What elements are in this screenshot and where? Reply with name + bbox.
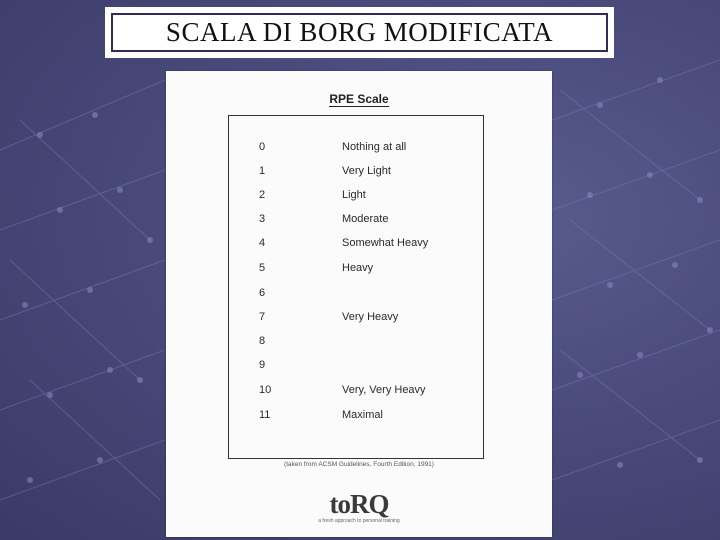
scale-row xyxy=(229,359,485,375)
scale-label: Nothing at all xyxy=(342,141,407,153)
scale-number: 11 xyxy=(259,409,271,421)
scale-row xyxy=(229,165,485,181)
scale-row xyxy=(229,141,485,157)
scale-number: 2 xyxy=(259,189,266,201)
rpe-scale-table xyxy=(228,115,484,459)
scale-row xyxy=(229,262,485,278)
scale-number: 0 xyxy=(259,141,266,153)
scale-row xyxy=(229,335,485,351)
scale-label: Maximal xyxy=(342,409,383,421)
scale-number: 3 xyxy=(259,213,266,225)
scale-number: 1 xyxy=(259,165,266,177)
scale-row xyxy=(229,213,485,229)
slide-title-box xyxy=(105,7,614,58)
source-citation: (taken from ACSM Guidelines, Fourth Edition, 1991) xyxy=(284,461,434,468)
scale-label: Heavy xyxy=(342,262,374,274)
torq-logo xyxy=(166,489,552,520)
scanned-document xyxy=(166,71,552,537)
scale-row xyxy=(229,409,485,425)
scale-number: 10 xyxy=(259,384,272,396)
slide-title-frame xyxy=(111,13,608,52)
scale-number: 4 xyxy=(259,237,266,249)
scale-number: 6 xyxy=(259,287,266,299)
scale-row xyxy=(229,237,485,253)
scale-number: 9 xyxy=(259,359,266,371)
slide-title: SCALA DI BORG MODIFICATA xyxy=(165,17,554,47)
scale-row xyxy=(229,287,485,303)
scale-label: Light xyxy=(342,189,366,201)
document-heading: RPE Scale xyxy=(329,92,389,106)
scale-label: Somewhat Heavy xyxy=(342,237,429,249)
scale-number: 5 xyxy=(259,262,266,274)
scale-label: Moderate xyxy=(342,213,389,225)
scale-label: Very, Very Heavy xyxy=(342,384,426,396)
document-heading-wrap xyxy=(166,92,552,106)
scale-row xyxy=(229,189,485,205)
scale-row xyxy=(229,384,485,400)
scale-number: 8 xyxy=(259,335,266,347)
scale-row xyxy=(229,311,485,327)
scale-number: 7 xyxy=(259,311,266,323)
scale-label: Very Light xyxy=(342,165,391,177)
logo-text: toRQ xyxy=(329,489,389,519)
scale-label: Very Heavy xyxy=(342,311,399,323)
logo-tagline: a fresh approach to personal training xyxy=(318,518,400,524)
